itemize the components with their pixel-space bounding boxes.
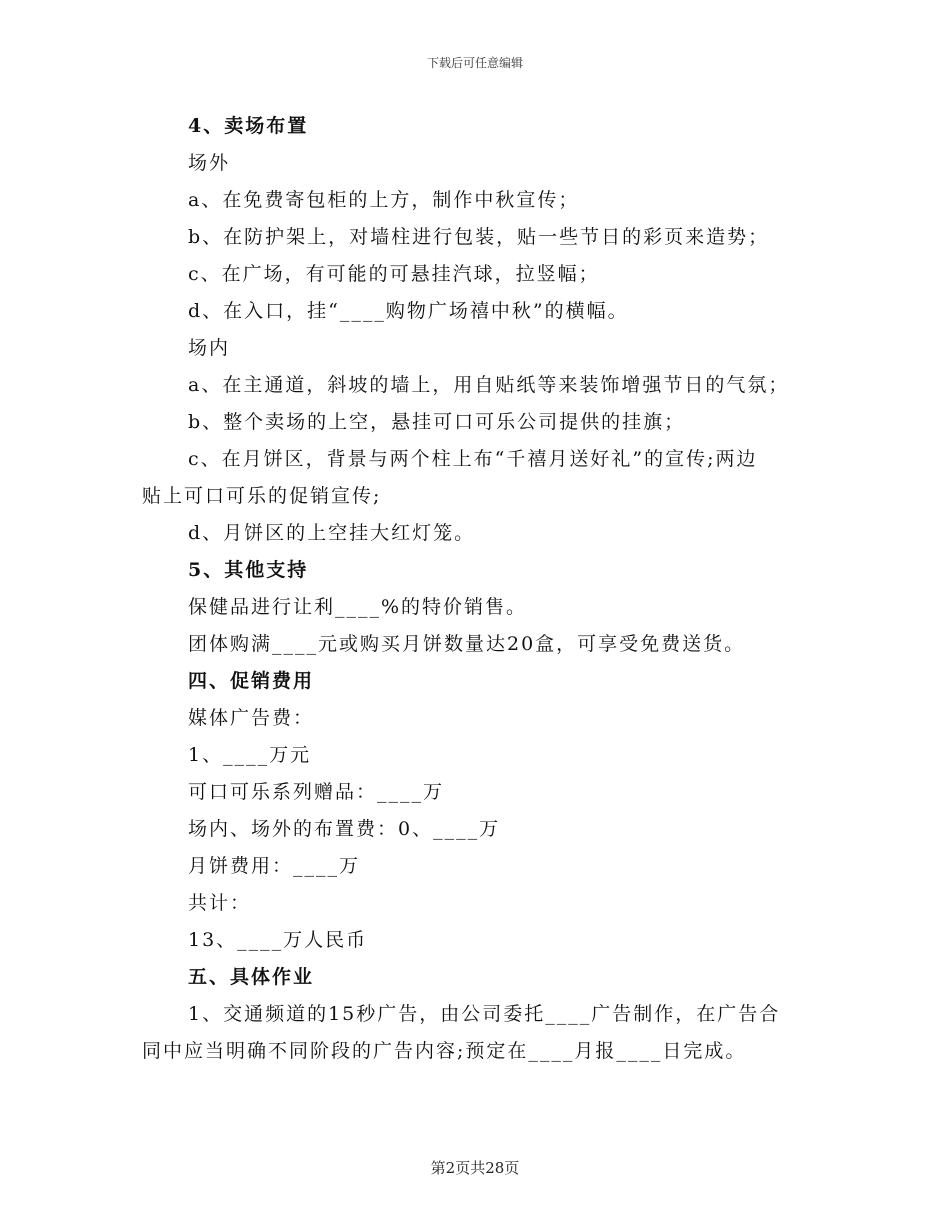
paragraph-line: 共计： <box>188 892 252 914</box>
paragraph-line: 团体购满____元或购买月饼数量达20盒，可享受免费送货。 <box>188 633 746 655</box>
paragraph-line: 月饼费用：____万 <box>188 855 361 877</box>
section-heading: 4、卖场布置 <box>188 115 309 137</box>
page-header: 下载后可任意编辑 <box>426 56 523 70</box>
paragraph-line: 保健品进行让利____%的特价销售。 <box>188 596 528 618</box>
paragraph-line: 1、交通频道的15秒广告，由公司委托____广告制作，在广告合 <box>188 1003 781 1025</box>
paragraph-line: 13、____万人民币 <box>188 929 368 951</box>
paragraph-line: 可口可乐系列赠品：____万 <box>188 781 445 803</box>
section-heading: 五、具体作业 <box>188 966 315 988</box>
paragraph-line: d、在入口，挂“____购物广场禧中秋”的横幅。 <box>188 300 629 322</box>
section-heading: 5、其他支持 <box>188 559 309 581</box>
paragraph-line: c、在广场，有可能的可悬挂汽球，拉竖幅； <box>188 263 600 285</box>
document-body <box>142 108 802 1070</box>
paragraph-line: c、在月饼区，背景与两个柱上布“千禧月送好礼”的宣传;两边 <box>188 448 758 470</box>
paragraph-line: 媒体广告费： <box>188 707 315 729</box>
paragraph-line: 场内 <box>188 337 231 359</box>
section-heading: 四、促销费用 <box>188 670 315 692</box>
paragraph-line: 场外 <box>188 152 231 174</box>
paragraph-line: d、月饼区的上空挂大红灯笼。 <box>188 522 476 544</box>
paragraph-line: 场内、场外的布置费：0、____万 <box>188 818 501 840</box>
paragraph-line: 同中应当明确不同阶段的广告内容;预定在____月报____日完成。 <box>142 1040 747 1062</box>
paragraph-line: b、在防护架上，对墙柱进行包装，贴一些节日的彩页来造势； <box>188 226 770 248</box>
paragraph-line: 贴上可口可乐的促销宣传; <box>142 485 382 507</box>
paragraph-line: b、整个卖场的上空，悬挂可口可乐公司提供的挂旗； <box>188 411 686 433</box>
paragraph-line: 1、____万元 <box>188 744 312 766</box>
paragraph-line: a、在主通道，斜坡的墙上，用自贴纸等来装饰增强节日的气氛； <box>188 374 790 396</box>
paragraph-line: a、在免费寄包柜的上方，制作中秋宣传； <box>188 189 580 211</box>
page-footer: 第2页共28页 <box>430 1159 520 1177</box>
